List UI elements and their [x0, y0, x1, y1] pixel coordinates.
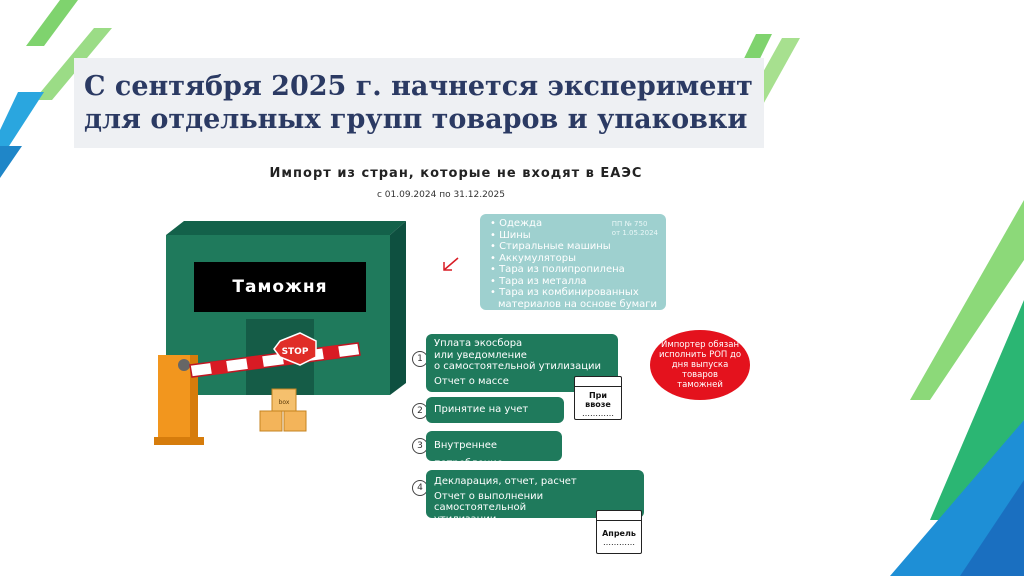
step-number-1: 1: [412, 351, 428, 367]
step-1-box: Уплата экосбора или уведомление о самостоятельной утилизации Отчет о массе: [426, 334, 618, 392]
notice-badge: Импортер обязан исполнить РОП до дня выпуска товаров таможней: [650, 330, 750, 400]
experiment-period: с 01.09.2024 по 31.12.2025: [377, 190, 505, 200]
step-number-3: 3: [412, 438, 428, 454]
title-line-2: для отдельных групп товаров и упаковки: [84, 104, 748, 135]
title-line-1: С сентября 2025 г. начнется эксперимент: [84, 71, 753, 102]
step-4-box: Декларация, отчет, расчет Отчет о выполнении самостоятельной утилизации: [426, 470, 644, 518]
customs-sign: Таможня: [194, 262, 366, 312]
goods-item: материалов на основе бумаги: [498, 298, 658, 310]
slide-title: [84, 70, 753, 136]
goods-item: • Тара из комбинированных: [490, 287, 639, 298]
decree-reference: ПП № 750 от 1.05.2024: [611, 220, 658, 237]
step-3-box: Внутреннее потребление: [426, 431, 562, 461]
goods-item: • Стиральные машины: [490, 241, 611, 252]
goods-item: • Тара из полипропилена: [490, 264, 625, 275]
arrow-icon: [440, 254, 462, 274]
stop-sign-text: STOP: [281, 347, 309, 357]
step-number-4: 4: [412, 480, 428, 496]
calendar-icon-april: Апрель …………: [596, 510, 642, 554]
goods-list: [480, 214, 666, 310]
customs-illustration: [150, 215, 420, 455]
calendar-icon-import: При ввозе …………: [574, 376, 622, 420]
goods-item: • Аккумуляторы: [490, 252, 576, 264]
box-label: box: [278, 399, 290, 406]
goods-item: • Шины: [490, 229, 531, 241]
boxes-icon: [260, 389, 306, 431]
goods-item: • Одежда: [490, 218, 543, 229]
diagram-subtitle: Импорт из стран, которые не входят в ЕАЭС: [269, 166, 643, 181]
step-2-box: Принятие на учет: [426, 397, 564, 423]
goods-item: • Тара из металла: [490, 275, 587, 287]
step-number-2: 2: [412, 403, 428, 419]
